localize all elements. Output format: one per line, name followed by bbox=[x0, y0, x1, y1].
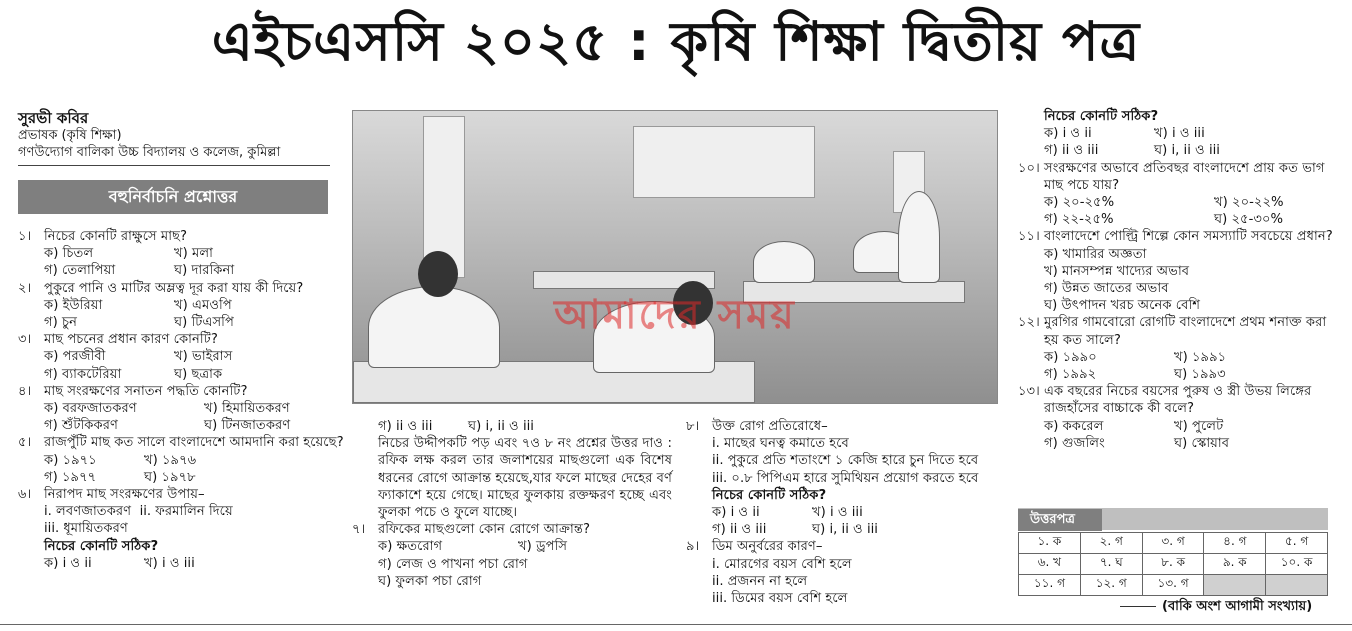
author-name: সুরভী কবির bbox=[18, 109, 89, 127]
options-10: ক) ২০-২৫% খ) ২০-২২% গ) ২২-২৫% ঘ) ২৫-৩০% bbox=[1044, 195, 1284, 228]
question-2: ২। পুকুরে পানি ও মাটির অম্লত্ব দূর করা যায় কী দিয়ে? bbox=[18, 280, 304, 296]
options-12: ক) ১৯৯০ খ) ১৯৯১ গ) ১৯৯২ ঘ) ১৯৯৩ bbox=[1044, 349, 1227, 383]
answer-cell: ১২. গ bbox=[1080, 575, 1142, 596]
question-11: ১১। বাংলাদেশে পোল্ট্রি শিল্পে কোন সমস্যাটি সবচেয়ে প্রধান? bbox=[1018, 229, 1333, 245]
answer-row bbox=[1019, 554, 1328, 575]
options-4: ক) বরফজাতকরণ খ) হিমায়িতকরণ গ) শুঁটকিকরণ ঘ) টিনজাতকরণ bbox=[44, 401, 291, 434]
statement-9-i: i. মোরগের বয়স বেশি হলে bbox=[712, 556, 852, 572]
options-9: ক) i ও ii খ) i ও iii গ) ii ও iii ঘ) i, ii ও iii bbox=[1044, 126, 1220, 159]
answer-sheet-title: উত্তরপত্র bbox=[1018, 509, 1102, 531]
answer-sheet-table bbox=[1018, 532, 1328, 596]
answer-cell: ৪. গ bbox=[1204, 533, 1266, 554]
answer-cell: ৯. ক bbox=[1204, 554, 1266, 575]
exam-hall-photo bbox=[352, 110, 998, 404]
answer-row bbox=[1019, 575, 1328, 596]
which-correct-6: নিচের কোনটি সঠিক? bbox=[44, 538, 159, 554]
answer-row bbox=[1019, 533, 1328, 554]
photo-invigilator bbox=[898, 191, 940, 283]
option-11b: খ) মানসম্পন্ন খাদ্যের অভাব bbox=[1044, 263, 1190, 279]
options-8: ক) i ও ii খ) i ও iii গ) ii ও iii ঘ) i, ii ও iii bbox=[712, 505, 878, 538]
options-5: ক) ১৯৭১ খ) ১৯৭৬ গ) ১৯৭৭ ঘ) ১৯৭৮ bbox=[44, 452, 197, 485]
options-7: ক) ক্ষতরোগ খ) ড্রপসি bbox=[378, 539, 568, 555]
column-4 bbox=[1018, 108, 1338, 452]
answer-sheet-header bbox=[1018, 508, 1328, 530]
answer-cell: ১০. ক bbox=[1266, 554, 1328, 575]
answer-cell: ২. গ bbox=[1080, 533, 1142, 554]
photo-student-1-head bbox=[418, 251, 458, 297]
photo-student-3 bbox=[753, 241, 815, 283]
answer-cell-empty bbox=[1204, 575, 1266, 596]
which-correct-9: নিচের কোনটি সঠিক? bbox=[1044, 109, 1159, 124]
options-6: ক) i ও ii খ) i ও iii bbox=[44, 555, 195, 571]
column-2 bbox=[352, 418, 672, 590]
options-2: ক) ইউরিয়া খ) এমওপি গ) চুন ঘ) টিএসপি bbox=[44, 297, 234, 331]
option-11a: ক) খামারির অজ্ঞতা bbox=[1044, 246, 1147, 262]
statement-9-iii: iii. ডিমের বয়স বেশি হলে bbox=[712, 591, 848, 607]
column-1 bbox=[18, 228, 348, 572]
dash-rule bbox=[1120, 606, 1156, 607]
author-divider bbox=[18, 165, 330, 166]
author-title: প্রভাষক (কৃষি শিক্ষা) bbox=[18, 128, 122, 143]
answer-cell: ৭. ঘ bbox=[1080, 554, 1142, 575]
author-block bbox=[18, 110, 330, 166]
question-1: ১। নিচের কোনটি রাক্ষুসে মাছ? bbox=[18, 229, 188, 244]
options-13: ক) ককরেল খ) পুলেট গ) গুজলিং ঘ) স্কোয়াব bbox=[1044, 418, 1230, 451]
question-3: ৩। মাছ পচনের প্রধান কারণ কোনটি? bbox=[18, 332, 218, 348]
question-9: ৯। ডিম অনুর্বরের কারণ– bbox=[686, 539, 823, 555]
answer-cell: ৬. খ bbox=[1019, 554, 1081, 575]
statement-8-ii: ii. পুকুরে প্রতি শতাংশে ১ কেজি হারে চুন দিতে হবে bbox=[712, 453, 979, 469]
options-3: ক) পরজীবী খ) ভাইরাস গ) ব্যাকটেরিয়া ঘ) ছত্রাক bbox=[44, 349, 233, 382]
statement-6-iii: iii. ধূমায়িতকরণ bbox=[44, 521, 128, 537]
photo-watermark: আমাদের সময় bbox=[554, 292, 796, 338]
answer-cell: ৫. গ bbox=[1266, 533, 1328, 554]
photo-student-1 bbox=[368, 286, 500, 368]
headline: এইচএসসি ২০২৫ : কৃষি শিক্ষা দ্বিতীয় পত্র bbox=[211, 10, 1141, 73]
question-10: ১০। সংরক্ষণের অভাবে প্রতিবছর বাংলাদেশে প্রায় কত ভাগ মাছ পচে যায়? bbox=[1018, 160, 1325, 193]
column-3 bbox=[686, 418, 1011, 607]
answer-cell: ৩. গ bbox=[1142, 533, 1204, 554]
question-13: ১৩। এক বছরের নিচের বয়সের পুরুষ ও স্ত্রী উভয় লিঙ্গের রাজহাঁসের বাচ্চাকে কী বলে? bbox=[1018, 384, 1312, 417]
option-7d: ঘ) ফুলকা পচা রোগ bbox=[378, 573, 482, 589]
bottom-rule bbox=[0, 624, 1352, 625]
answer-cell: ১. ক bbox=[1019, 533, 1081, 554]
question-12: ১২। মুরগির গামবোরো রোগটি বাংলাদেশে প্রথম শনাক্ত করা হয় কত সালে? bbox=[1018, 315, 1327, 348]
options-1: ক) চিতল খ) মলা গ) তেলাপিয়া ঘ) দারকিনা bbox=[44, 246, 235, 279]
answer-cell: ১১. গ bbox=[1019, 575, 1081, 596]
question-7: ৭। রফিকের মাছগুলো কোন রোগে আক্রান্ত? bbox=[352, 522, 590, 538]
statement-8-i: i. মাছের ঘনত্ব কমাতে হবে bbox=[712, 436, 849, 452]
stimulus-paragraph: নিচের উদ্দীপকটি পড় এবং ৭ও ৮ নং প্রশ্নের উত্তর দাও : রফিক লক্ষ করল তার জলাশয়ের মাছগুলো এক বিশেষ ধরনের রোগে আক্রান্ত হয়েছে,যার ফলে মাছের দেহের বর্ণ ফ্যাকাশে হয়ে গেছে। মাছের ফুলকায় রক্তক্ষরণ হচ্ছে এবং ফুলকা পচে ও ফুলে যাচ্ছে। bbox=[378, 436, 672, 521]
answer-cell: ৮. ক bbox=[1142, 554, 1204, 575]
statement-9-ii: ii. প্রজনন না হলে bbox=[712, 573, 808, 589]
question-4: ৪। মাছ সংরক্ষণের সনাতন পদ্ধতি কোনটি? bbox=[18, 383, 248, 399]
option-11c: গ) উন্নত জাতের অভাব bbox=[1044, 281, 1169, 297]
option-7c: গ) লেজ ও পাখনা পচা রোগ bbox=[378, 556, 528, 572]
question-8: ৮। উক্ত রোগ প্রতিরোধে– bbox=[686, 419, 828, 434]
option-11d: ঘ) উৎপাদন খরচ অনেক বেশি bbox=[1044, 298, 1201, 314]
section-title: বহুনির্বাচনি প্রশ্নোত্তর bbox=[18, 180, 328, 214]
photo-window bbox=[633, 126, 815, 198]
question-6: ৬। নিরাপদ মাছ সংরক্ষণের উপায়– bbox=[18, 487, 205, 503]
author-institution: গণউদ্যোগ বালিকা উচ্চ বিদ্যালয় ও কলেজ, কুমিল্লা bbox=[18, 145, 281, 160]
question-5: ৫। রাজপুঁটি মাছ কত সালে বাংলাদেশে আমদানি করা হয়েছে? bbox=[18, 435, 344, 451]
options-6-cont: গ) ii ও iii ঘ) i, ii ও iii bbox=[378, 419, 534, 434]
statement-8-iii: iii. ০.৮ পিপিএম হারে সুমিথিয়ন প্রয়োগ করতে হবে bbox=[712, 470, 979, 486]
which-correct-8: নিচের কোনটি সঠিক? bbox=[712, 487, 827, 503]
continued-note: (বাকি অংশ আগামী সংখ্যায়) bbox=[1120, 597, 1312, 618]
answer-cell: ১৩. গ bbox=[1142, 575, 1204, 596]
answer-cell-empty bbox=[1266, 575, 1328, 596]
statement-6: i. লবণজাতকরণ ii. ফরমালিন দিয়ে bbox=[44, 504, 233, 520]
